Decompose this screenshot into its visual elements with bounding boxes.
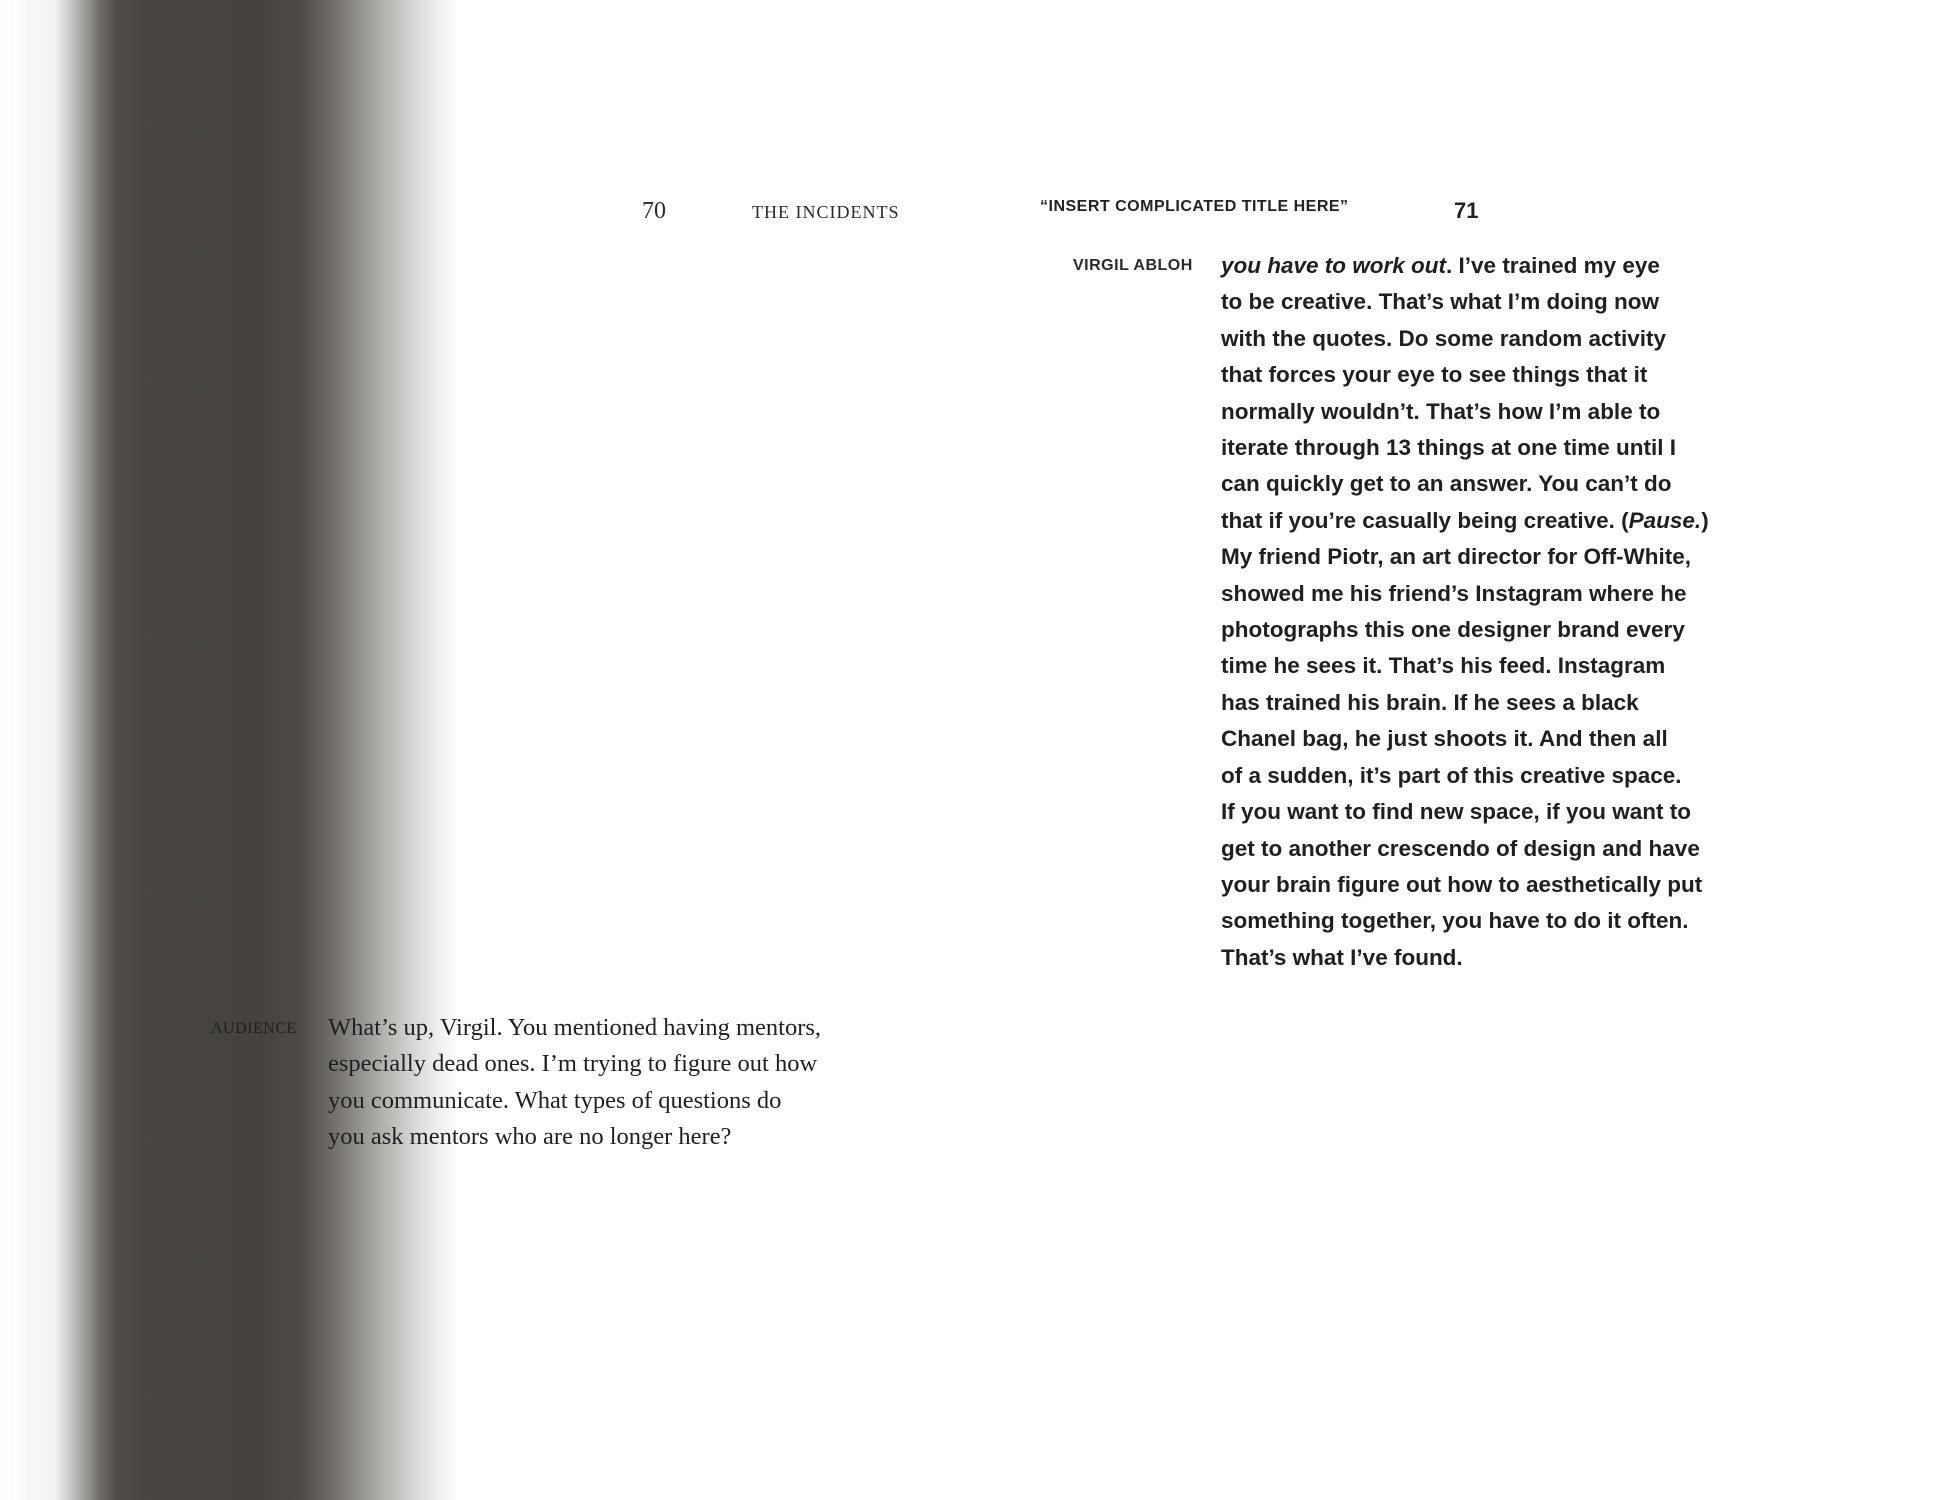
response-line: get to another crescendo of design and have <box>1221 835 1700 861</box>
audience-line: What’s up, Virgil. You mentioned having mentors, <box>328 1014 822 1041</box>
right-page-number: 71 <box>1454 198 1479 223</box>
response-line <box>1221 248 1781 284</box>
left-page-number: 70 <box>642 198 666 224</box>
left-running-head: THE INCIDENTS <box>752 202 900 222</box>
audience-line: especially dead ones. I’m trying to figure out how <box>328 1050 818 1078</box>
response-text: . I’ve trained my eye <box>1446 253 1660 278</box>
response-line: Chanel bag, he just shoots it. And then all <box>1221 726 1668 752</box>
response-line: of a sudden, it’s part of this creative space. <box>1221 762 1682 788</box>
speaker-audience: AUDIENCE <box>211 1020 297 1037</box>
response-line: can quickly get to an answer. You can’t do <box>1221 471 1672 497</box>
response-line: time he sees it. That’s his feed. Instagram <box>1221 653 1666 679</box>
response-line: your brain figure out how to aesthetically put <box>1221 871 1703 897</box>
response-line: something together, you have to do it often. <box>1221 908 1689 934</box>
audience-line: you ask mentors who are no longer here? <box>328 1123 732 1151</box>
emphasis-text: you have to work out <box>1221 253 1447 278</box>
right-running-head: “INSERT COMPLICATED TITLE HERE” <box>1040 198 1349 215</box>
response-line: My friend Piotr, an art director for Off-White, <box>1221 544 1692 570</box>
response-line: That’s what I’ve found. <box>1221 944 1463 970</box>
response-line: normally wouldn’t. That’s how I’m able to <box>1221 398 1661 424</box>
response-line <box>1221 503 1781 539</box>
response-text: that if you’re casually being creative. ( <box>1221 507 1629 533</box>
audience-question <box>328 1010 908 1156</box>
response-text: ) <box>1701 507 1709 533</box>
speaker-virgil-abloh: VIRGIL ABLOH <box>1073 257 1193 274</box>
response-line: to be creative. That’s what I’m doing now <box>1221 289 1659 315</box>
response-line: with the quotes. Do some random activity <box>1221 325 1667 351</box>
response-line: If you want to find new space, if you want to <box>1221 799 1692 825</box>
gutter-shadow <box>0 0 470 1500</box>
response-line: showed me his friend’s Instagram where he <box>1221 580 1687 606</box>
virgil-response <box>1221 248 1781 976</box>
response-line: iterate through 13 things at one time until I <box>1221 435 1677 461</box>
response-line: has trained his brain. If he sees a black <box>1221 689 1639 715</box>
stage-direction: Pause. <box>1628 507 1702 533</box>
response-line: photographs this one designer brand every <box>1221 617 1685 643</box>
audience-line: you communicate. What types of questions do <box>328 1086 782 1114</box>
response-line: that forces your eye to see things that it <box>1221 362 1648 388</box>
